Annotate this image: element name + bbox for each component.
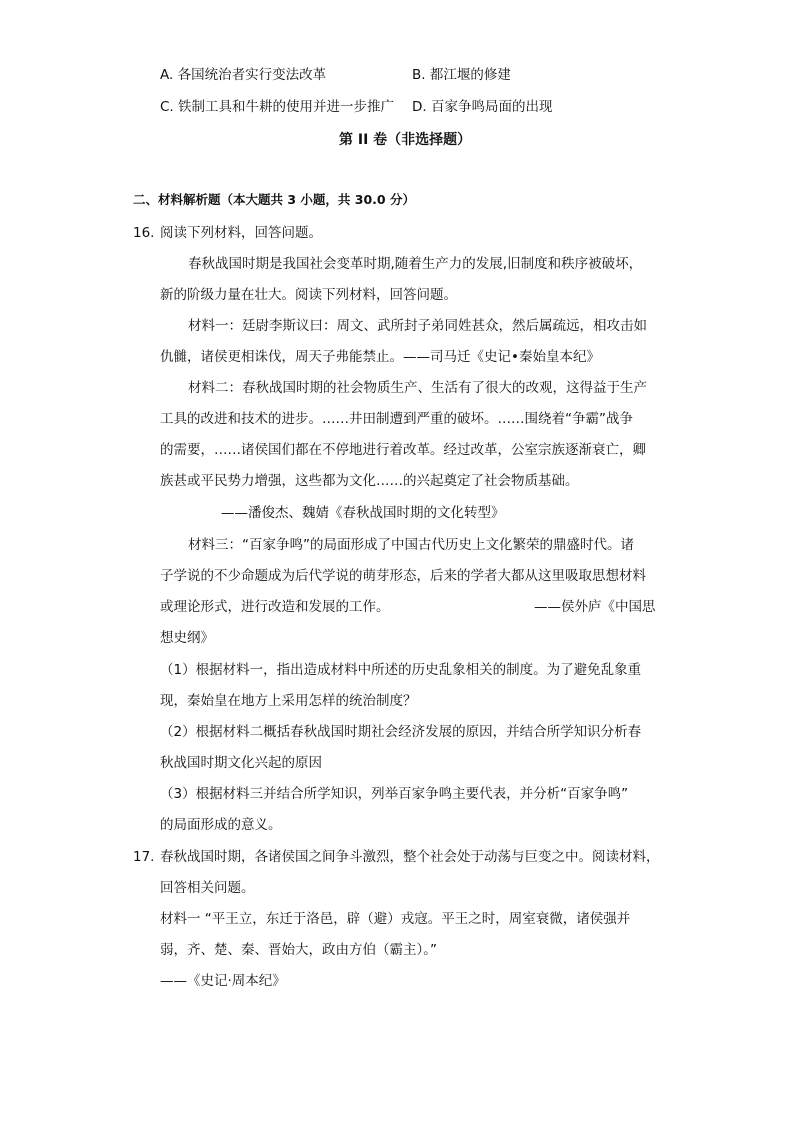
q16-line: 仇雠，诸侯更相诛伐，周天子弗能禁止。——司马迁《史记•秦始皇本纪》	[160, 349, 600, 365]
section-title: 第 II 卷（非选择题）	[339, 132, 472, 148]
q17-line: 回答相关问题。	[160, 880, 255, 896]
q16-line: 材料二：春秋战国时期的社会物质生产、生活有了很大的改观，这得益于生产	[188, 380, 647, 396]
option-c: C. 铁制工具和牛耕的使用并进一步推广	[160, 99, 395, 115]
q16-line: 新的阶级力量在壮大。阅读下列材料，回答问题。	[160, 287, 457, 303]
q16-subquestion: （2）根据材料二概括春秋战国时期社会经济发展的原因，并结合所学知识分析春	[160, 724, 642, 740]
q16-citation: ——潘俊杰、魏婧《春秋战国时期的文化转型》	[221, 505, 505, 521]
q16-line: 材料一：廷尉李斯议曰：周文、武所封子弟同姓甚众，然后属疏远，相攻击如	[188, 318, 647, 334]
q16-line: 春秋战国时期是我国社会变革时期,随着生产力的发展,旧制度和秩序被破坏，	[188, 256, 643, 272]
q16-subquestion: 的局面形成的意义。	[160, 817, 282, 833]
q16-line: 材料三：“百家争鸣”的局面形成了中国古代历史上文化繁荣的鼎盛时代。诸	[188, 537, 634, 553]
q16-line: 想史纲》	[160, 630, 214, 646]
q16-subquestion: （3）根据材料三并结合所学知识，列举百家争鸣主要代表，并分析“百家争鸣”	[160, 786, 629, 802]
q16-subquestion: （1）根据材料一，指出造成材料中所述的历史乱象相关的制度。为了避免乱象重	[160, 662, 642, 678]
option-a: A. 各国统治者实行变法改革	[160, 67, 327, 83]
q16-line: 族甚或平民势力增强，这些都为文化……的兴起奠定了社会物质基础。	[160, 473, 579, 489]
q16-line: 阅读下列材料，回答问题。	[160, 225, 322, 241]
q16-line: 或理论形式，进行改造和发展的工作。	[160, 599, 390, 615]
q17-line: 弱，齐、楚、秦、晋始大，政由方伯（霸主）。”	[160, 942, 437, 958]
q17-citation: ——《史记·周本纪》	[160, 973, 286, 989]
q17-line: 春秋战国时期，各诸侯国之间争斗激烈，整个社会处于动荡与巨变之中。阅读材料，	[160, 849, 660, 865]
q16-line: 的需要，……诸侯国们都在不停地进行着改革。经过改革，公室宗族逐渐衰亡，卿	[160, 442, 646, 458]
part-heading: 二、材料解析题（本大题共 3 小题，共 30.0 分）	[133, 192, 415, 207]
q17-line: 材料一 “平王立，东迁于洛邑，辟（避）戎寇。平王之时，周室衰微，诸侯强并	[160, 911, 631, 927]
q16-line: 工具的改进和技术的进步。……井田制遭到严重的破坏。……围绕着“争霸”战争	[160, 411, 633, 427]
question-number-16: 16.	[133, 225, 155, 241]
option-b: B. 都江堰的修建	[412, 67, 511, 83]
q16-subquestion: 秋战国时期文化兴起的原因	[160, 755, 322, 771]
q16-citation: ——侯外庐《中国思	[534, 599, 656, 615]
q16-subquestion: 现，秦始皇在地方上采用怎样的统治制度？	[160, 693, 417, 709]
q16-line: 子学说的不少命题成为后代学说的萌芽形态，后来的学者大都从这里吸取思想材料	[160, 568, 646, 584]
question-number-17: 17.	[133, 849, 155, 865]
option-d: D. 百家争鸣局面的出现	[412, 99, 553, 115]
